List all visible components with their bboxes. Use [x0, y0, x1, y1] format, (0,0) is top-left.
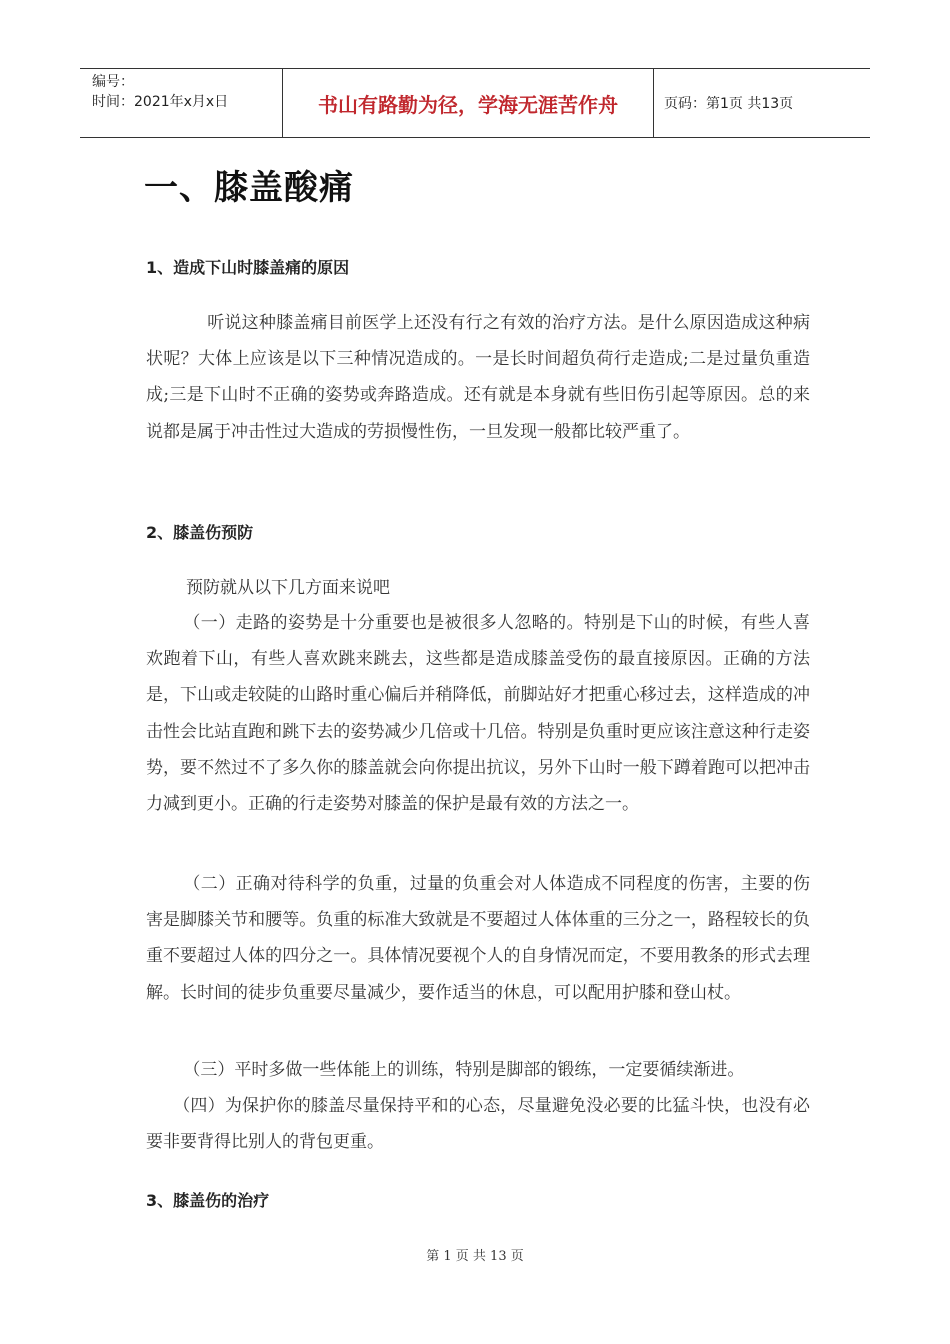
section-heading-causes: 1、造成下山时膝盖痛的原因 [146, 258, 350, 277]
page-header [80, 68, 870, 138]
paragraph-prevention-4: （四）为保护你的膝盖尽量保持平和的心态，尽量避免没必要的比猛斗快，也没有必要非要背得比别人的背包更重。 [146, 1096, 810, 1153]
header-motto: 书山有路勤为径，学海无涯苦作舟 [282, 69, 654, 137]
section-heading-prevention: 2、膝盖伤预防 [146, 523, 254, 542]
header-meta [80, 69, 282, 137]
document-number-label: 编号： [92, 74, 134, 90]
document-title: 一、膝盖酸痛 [144, 168, 354, 208]
paragraph-prevention-3: （三）平时多做一些体能上的训练，特别是脚部的锻练，一定要循续渐进。 [183, 1060, 745, 1080]
document-date: 时间：2021年x月x日 [92, 94, 229, 110]
page-footer: 第 1 页 共 13 页 [426, 1249, 524, 1264]
paragraph-prevention-intro: 预防就从以下几方面来说吧 [186, 578, 390, 598]
header-page-info: 页码：第1页 共13页 [664, 96, 794, 112]
paragraph-causes: 听说这种膝盖痛目前医学上还没有行之有效的治疗方法。是什么原因造成这种病状呢？大体上应该是以下三种情况造成的。一是长时间超负荷行走造成;二是过量负重造成;三是下山时不正确的姿势或奔路造成。还有就是本身就有些旧伤引起等原因。总的来说都是属于冲击性过大造成的劳损慢性伤，一旦发现一般都比较严重了。 [146, 313, 810, 442]
section-heading-treatment: 3、膝盖伤的治疗 [146, 1191, 270, 1210]
paragraph-prevention-2: （二）正确对待科学的负重，过量的负重会对人体造成不同程度的伤害，主要的伤害是脚膝关节和腰等。负重的标准大致就是不要超过人体体重的三分之一，路程较长的负重不要超过人体的四分之一。具体情况要视个人的自身情况而定，不要用教条的形式去理解。长时间的徒步负重要尽量减少，要作适当的休息，可以配用护膝和登山杖。 [146, 874, 810, 1003]
paragraph-prevention-1: （一）走路的姿势是十分重要也是被很多人忽略的。特别是下山的时候，有些人喜欢跑着下山，有些人喜欢跳来跳去，这些都是造成膝盖受伤的最直接原因。正确的方法是，下山或走较陡的山路时重心偏后并稍降低，前脚站好才把重心移过去，这样造成的冲击性会比站直跑和跳下去的姿势减少几倍或十几倍。特别是负重时更应该注意这种行走姿势，要不然过不了多久你的膝盖就会向你提出抗议，另外下山时一般下蹲着跑可以把冲击力减到更小。正确的行走姿势对膝盖的保护是最有效的方法之一。 [146, 613, 810, 815]
